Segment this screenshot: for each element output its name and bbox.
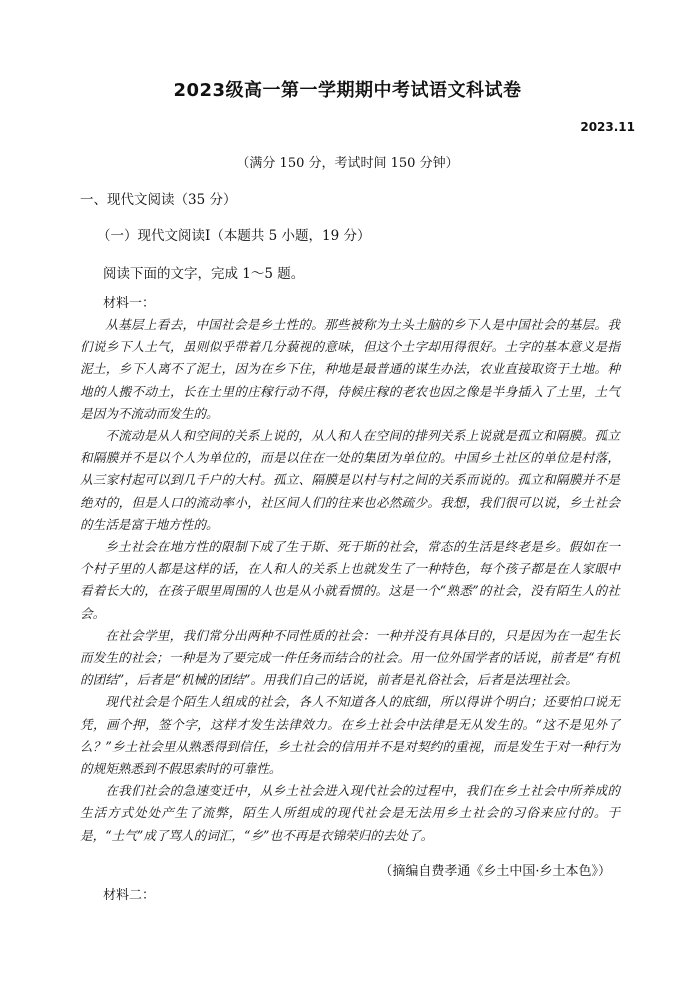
exam-info: （满分 150 分，考试时间 150 分钟） xyxy=(236,156,459,171)
material-1-body xyxy=(80,314,620,847)
subsection-heading: （一）现代文阅读Ⅰ（本题共 5 小题，19 分） xyxy=(97,228,371,244)
material-1-label: 材料一： xyxy=(103,296,156,311)
material-1-paragraph: 在社会学里，我们常分出两种不同性质的社会：一种并没有具体目的，只是因为在一起生长而发生的社会；一种是为了要完成一件任务而结合的社会。用一位外国学者的话说，前者是“有机的团结”，后者是“机械的团结”。用我们自己的话说，前者是礼俗社会，后者是法理社会。 xyxy=(80,627,620,688)
material-2-label: 材料二： xyxy=(103,888,156,903)
material-1-paragraph: 不流动是从人和空间的关系上说的，从人和人在空间的排列关系上说就是孤立和隔膜。孤立和隔膜并不是以个人为单位的，而是以住在一处的集团为单位的。中国乡土社区的单位是村落，从三家村起可以到几千户的大村。孤立、隔膜是以村与村之间的关系而说的。孤立和隔膜并不是绝对的，但是人口的流动率小，社区间人们的往来也必然疏少。我想，我们很可以说，乡土社会的生活是富于地方性的。 xyxy=(80,428,620,532)
page-title: 2023级高一第一学期期中考试语文科试卷 xyxy=(173,80,522,101)
section-heading: 一、现代文阅读（35 分） xyxy=(80,192,237,208)
material-1-paragraph: 现代社会是个陌生人组成的社会，各人不知道各人的底细，所以得讲个明白；还要怕口说无凭，画个押，签个字，这样才发生法律效力。在乡土社会中法律是无从发生的。“这不是见外了么？”乡土社会里从熟悉得到信任，乡土社会的信用并不是对契约的重视，而是发生于对一种行为的规矩熟悉到不假思索时的可靠性。 xyxy=(80,694,620,777)
material-1-source: （摘编自费孝通《乡土中国·乡土本色》） xyxy=(379,864,611,879)
material-1-paragraph: 在我们社会的急速变迁中，从乡土社会进入现代社会的过程中，我们在乡土社会中所养成的生活方式处处产生了流弊，陌生人所组成的现代社会是无法用乡土社会的习俗来应付的。于是，“土气”成了骂人的词汇，“乡”也不再是衣锦荣归的去处了。 xyxy=(80,783,620,843)
material-1-paragraph: 从基层上看去，中国社会是乡土性的。那些被称为土头土脑的乡下人是中国社会的基层。我们说乡下人土气，虽则似乎带着几分藐视的意味，但这个土字却用得很好。土字的基本意义是指泥土，乡下人离不了泥土，因为在乡下住，种地是最普通的谋生办法，农业直接取资于土地。种地的人搬不动土，长在土里的庄稼行动不得，侍候庄稼的老农也因之像是半身插入了土里，土气是因为不流动而发生的。 xyxy=(80,317,620,421)
exam-date: 2023.11 xyxy=(580,120,635,134)
reading-instruction: 阅读下面的文字，完成 1～5 题。 xyxy=(103,266,305,282)
material-1-paragraph: 乡土社会在地方性的限制下成了生于斯、死于斯的社会，常态的生活是终老是乡。假如在一个村子里的人都是这样的话，在人和人的关系上也就发生了一种特色，每个孩子都是在人家眼中看着长大的，在孩子眼里周围的人也是从小就看惯的。这是一个“熟悉”的社会，没有陌生人的社会。 xyxy=(80,539,620,621)
